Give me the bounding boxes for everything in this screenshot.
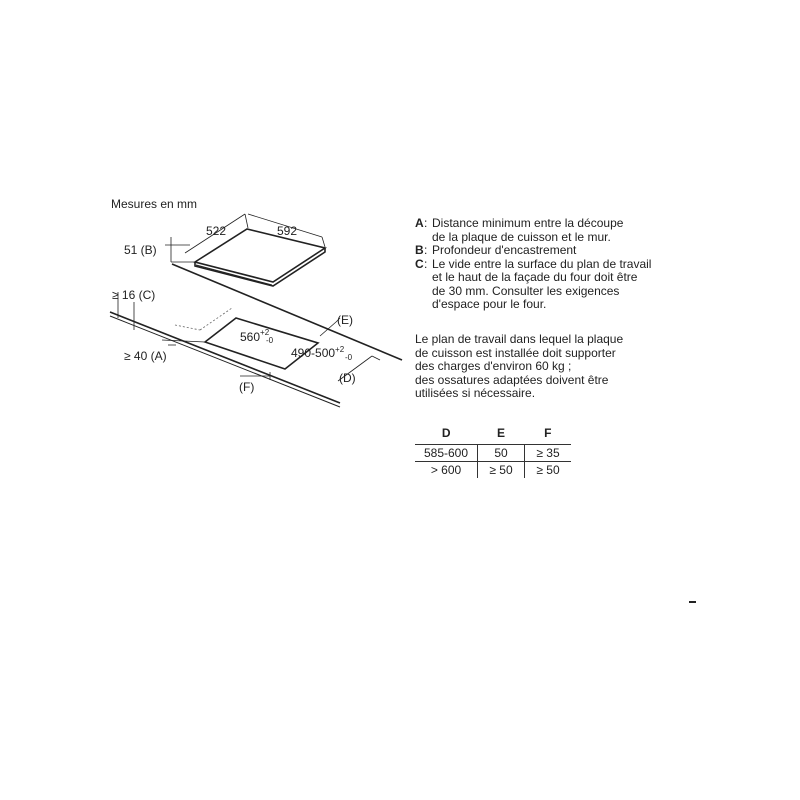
legend-item-c xyxy=(415,258,715,312)
cutout-depth-tol-minus: -0 xyxy=(345,353,353,362)
legend-item-a xyxy=(415,217,715,244)
clearance-table xyxy=(415,424,571,478)
measure-unit-title: Mesures en mm xyxy=(111,197,198,211)
table-header-row xyxy=(415,424,571,445)
table-header-d: D xyxy=(441,426,451,440)
cutout-width-label: $560^{+2}$ xyxy=(240,328,270,344)
legend-key: C xyxy=(415,256,424,271)
thickness-label: 51 (B) xyxy=(124,243,157,257)
label-d: (D) xyxy=(339,371,356,385)
page-dash-mark xyxy=(689,601,696,603)
legend-colon: : xyxy=(424,243,428,257)
legend-item-b xyxy=(415,244,715,258)
cutout-depth-label: $490-500^{+2}$ xyxy=(291,345,345,360)
table-cell: 50 xyxy=(478,445,525,462)
legend-text: Profondeur d'encastrement xyxy=(432,243,577,257)
load-note: Le plan de travail dans lequel la plaque de cuisson est installée doit supporter des charges d'environ 60 kg ; des ossatures adaptées doivent être utilisées si nécessaire. xyxy=(415,332,624,400)
legend-key: A xyxy=(415,216,424,230)
table-cell: > 600 xyxy=(415,462,478,479)
legend xyxy=(415,217,715,312)
table-header-f: F xyxy=(544,426,552,440)
legend-colon: : xyxy=(424,256,428,271)
label-f: (F) xyxy=(239,380,255,394)
table-row xyxy=(415,445,571,462)
wall-distance-label: ≥ 40 (A) xyxy=(124,349,167,363)
cutout-width-tol-minus: -0 xyxy=(266,336,274,345)
hob-dimension-lines xyxy=(165,214,325,262)
table-cell: ≥ 35 xyxy=(525,445,572,462)
table-row xyxy=(415,462,571,479)
table-cell: ≥ 50 xyxy=(525,462,572,479)
legend-text: Distance minimum entre la découpe de la plaque de cuisson et le mur. xyxy=(432,216,624,244)
hob-depth-label: 522 xyxy=(206,224,227,238)
table-cell: ≥ 50 xyxy=(478,462,525,479)
hob-width-label: 592 xyxy=(277,224,298,238)
table-cell: 585-600 xyxy=(415,445,478,462)
label-e: (E) xyxy=(337,313,353,327)
legend-text: Le vide entre la surface du plan de travail et le haut de la façade du four doit être de 30 mm. Consulter les exigences d'espace pour le four. xyxy=(432,256,652,311)
legend-key: B xyxy=(415,243,424,257)
legend-colon: : xyxy=(424,216,428,230)
min-gap-label: ≥ 16 (C) xyxy=(112,288,156,302)
table-header-e: E xyxy=(496,426,505,440)
